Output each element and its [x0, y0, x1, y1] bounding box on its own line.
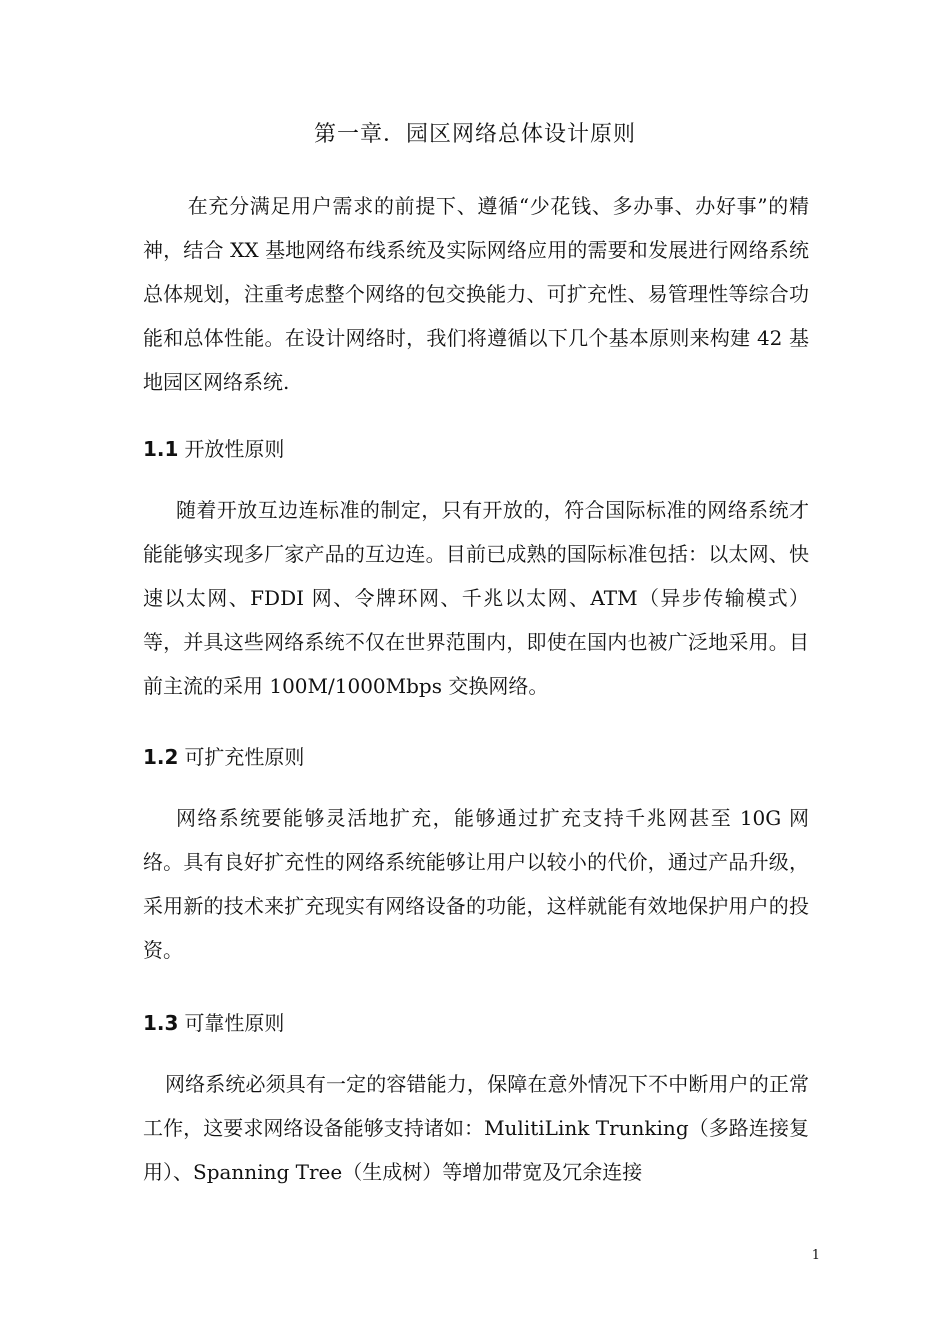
intro-paragraph: 在充分满足用户需求的前提下、遵循“少花钱、多办事、办好事”的精神，结合 XX 基地网络布线系统及实际网络应用的需要和发展进行网络系统总体规划，注重考虑整个网络的包交换能力、可扩充性、易管理性等综合功能和总体性能。在设计网络时，我们将遵循以下几个基本原则来构建 42 基地园区网络系统. [143, 194, 809, 394]
section-heading-1-1 [143, 434, 809, 464]
section-title: 可靠性原则 [184, 1011, 285, 1035]
section-body-1-1: 随着开放互边连标准的制定，只有开放的，符合国际标准的网络系统才能能够实现多厂家产品的互边连。目前已成熟的国际标准包括：以太网、快速以太网、FDDI 网、令牌环网、千兆以太网、ATM（异步传输模式）等，并具这些网络系统不仅在世界范围内，即使在国内也被广泛地采用。目前主流的采用 100M/1000Mbps 交换网络。 [143, 498, 809, 698]
section-heading-1-3 [143, 1008, 809, 1038]
section-title: 可扩充性原则 [184, 745, 305, 769]
section-number: 1.1 [143, 437, 179, 461]
section-number: 1.3 [143, 1011, 179, 1035]
page-number: 1 [811, 1248, 820, 1263]
section-heading-1-2 [143, 742, 809, 772]
section-number: 1.2 [143, 745, 179, 769]
section-body-1-2: 网络系统要能够灵活地扩充，能够通过扩充支持千兆网甚至 10G 网络。具有良好扩充性的网络系统能够让用户以较小的代价，通过产品升级，采用新的技术来扩充现实有网络设备的功能，这样就能有效地保护用户的投资。 [143, 806, 809, 962]
section-body-1-3: 网络系统必须具有一定的容错能力，保障在意外情况下不中断用户的正常工作，这要求网络设备能够支持诸如：MulitiLink Trunking（多路连接复用）、Spanning Tree（生成树）等增加带宽及冗余连接 [143, 1072, 809, 1184]
section-title: 开放性原则 [184, 437, 285, 461]
chapter-title: 第一章．园区网络总体设计原则 [313, 122, 636, 147]
